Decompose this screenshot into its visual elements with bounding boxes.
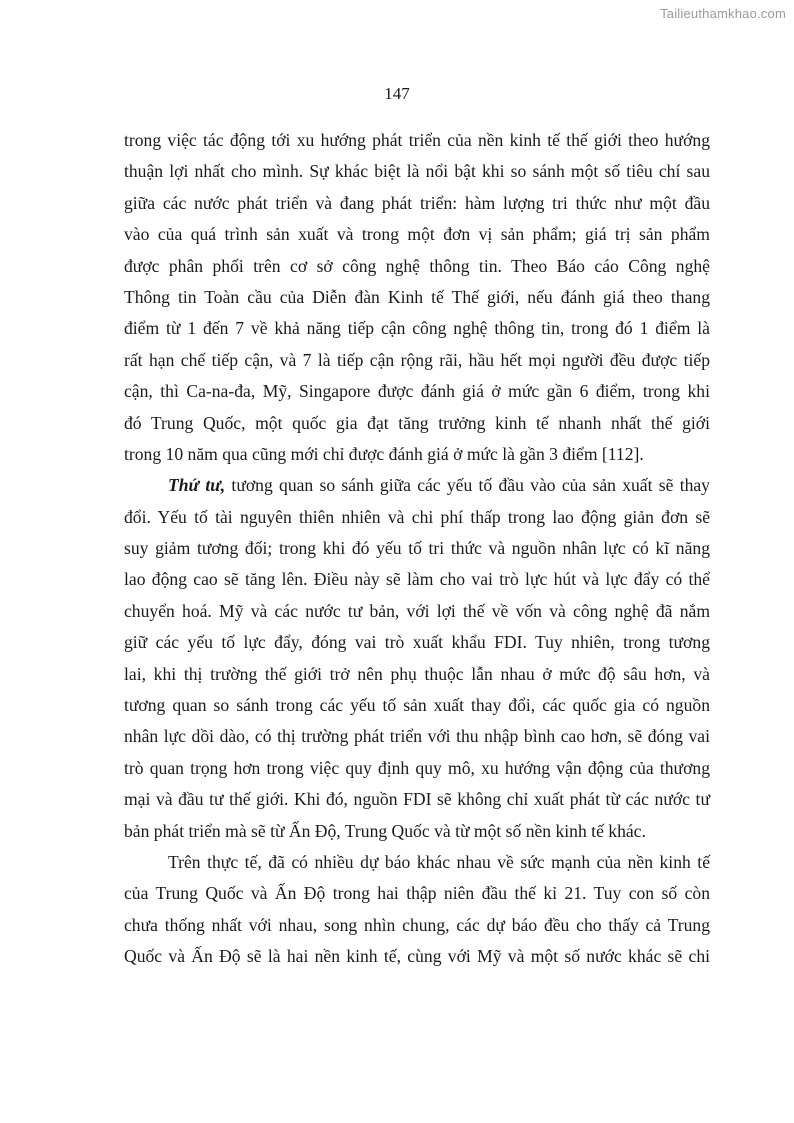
text-line: điểm từ 1 đến 7 về khả năng tiếp cận công nghệ thông tin, trong đó 1 điểm là [124,318,710,339]
text-line: giữa các nước phát triển và đang phát triển: hàm lượng tri thức như một đầu [124,192,710,213]
text-line: lai, khi thị trường thế giới trở nên phụ thuộc lẫn nhau ở mức độ sâu hơn, và [124,663,710,684]
text-line: chuyển hoá. Mỹ và các nước tư bản, với lợi thế về vốn và công nghệ đã nắm [124,600,710,621]
text-line: mại và đầu tư thế giới. Khi đó, nguồn FDI sẽ không chỉ xuất phát từ các nước tư [124,789,710,810]
paragraph-2 [124,470,710,847]
paragraph-3 [124,847,710,973]
text-line: đó Trung Quốc, một quốc gia đạt tăng trưởng kinh tế nhanh nhất thế giới [124,412,710,433]
text-line: bản phát triển mà sẽ từ Ấn Độ, Trung Quốc và từ một số nền kinh tế khác. [124,820,646,841]
text-line: trong 10 năm qua cũng mới chỉ được đánh giá ở mức là gần 3 điểm [112]. [124,443,644,464]
text-line: vào của quá trình sản xuất và trong một đơn vị sản phẩm; giá trị sản phẩm [124,224,710,245]
paragraph-1 [124,125,710,470]
text-line: đổi. Yếu tố tài nguyên thiên nhiên và chi phí thấp trong lao động giản đơn sẽ [124,506,710,527]
text-line: của Trung Quốc và Ấn Độ trong hai thập niên đầu thế kỉ 21. Tuy con số còn [124,883,710,904]
body-text [124,125,710,973]
text-line: suy giảm tương đối; trong khi đó yếu tố tri thức và nguồn nhân lực có kĩ năng [124,538,710,559]
text-line: tương quan so sánh trong các yếu tố sản xuất thay đổi, các quốc gia có nguồn [124,695,710,716]
text-line: thuận lợi nhất cho mình. Sự khác biệt là nổi bật khi so sánh một số tiêu chí sau [124,161,710,182]
watermark: Tailieuthamkhao.com [660,6,786,21]
text-line: Trên thực tế, đã có nhiều dự báo khác nhau về sức mạnh của nền kinh tế [168,851,710,872]
text-line: Quốc và Ấn Độ sẽ là hai nền kinh tế, cùng với Mỹ và một số nước khác sẽ chi [124,946,710,967]
text-line: giữ các yếu tố lực đẩy, đóng vai trò xuất khẩu FDI. Tuy nhiên, trong tương [124,632,710,653]
text-line: trò quan trọng hơn trong việc quy định quy mô, xu hướng vận động của thương [124,757,710,778]
text-line: rất hạn chế tiếp cận, và 7 là tiếp cận rộng rãi, hầu hết mọi người đều được tiếp [124,349,710,370]
text-span: tương quan so sánh giữa các yếu tố đầu vào của sản xuất sẽ thay [225,475,710,496]
text-line: trong việc tác động tới xu hướng phát triển của nền kinh tế thế giới theo hướng [124,130,710,150]
text-line: cận, thì Ca-na-đa, Mỹ, Singapore được đánh giá ở mức gần 6 điểm, trong khi [124,381,710,402]
page-number: 147 [384,84,410,103]
text-line: Thông tin Toàn cầu của Diễn đàn Kinh tế Thế giới, nếu đánh giá theo thang [124,286,710,307]
paragraph-lead-in: Thứ tư, [168,475,226,496]
text-line: được phân phối trên cơ sở công nghệ thông tin. Theo Báo cáo Công nghệ [124,255,710,276]
text-line [124,470,710,501]
text-line: lao động cao sẽ tăng lên. Điều này sẽ làm cho vai trò lực hút và lực đẩy có thể [124,569,710,590]
text-line: nhân lực dồi dào, có thị trường phát triển với thu nhập bình cao hơn, sẽ đóng vai [124,726,710,747]
text-line: chưa thống nhất với nhau, song nhìn chung, các dự báo đều cho thấy cả Trung [124,914,710,935]
